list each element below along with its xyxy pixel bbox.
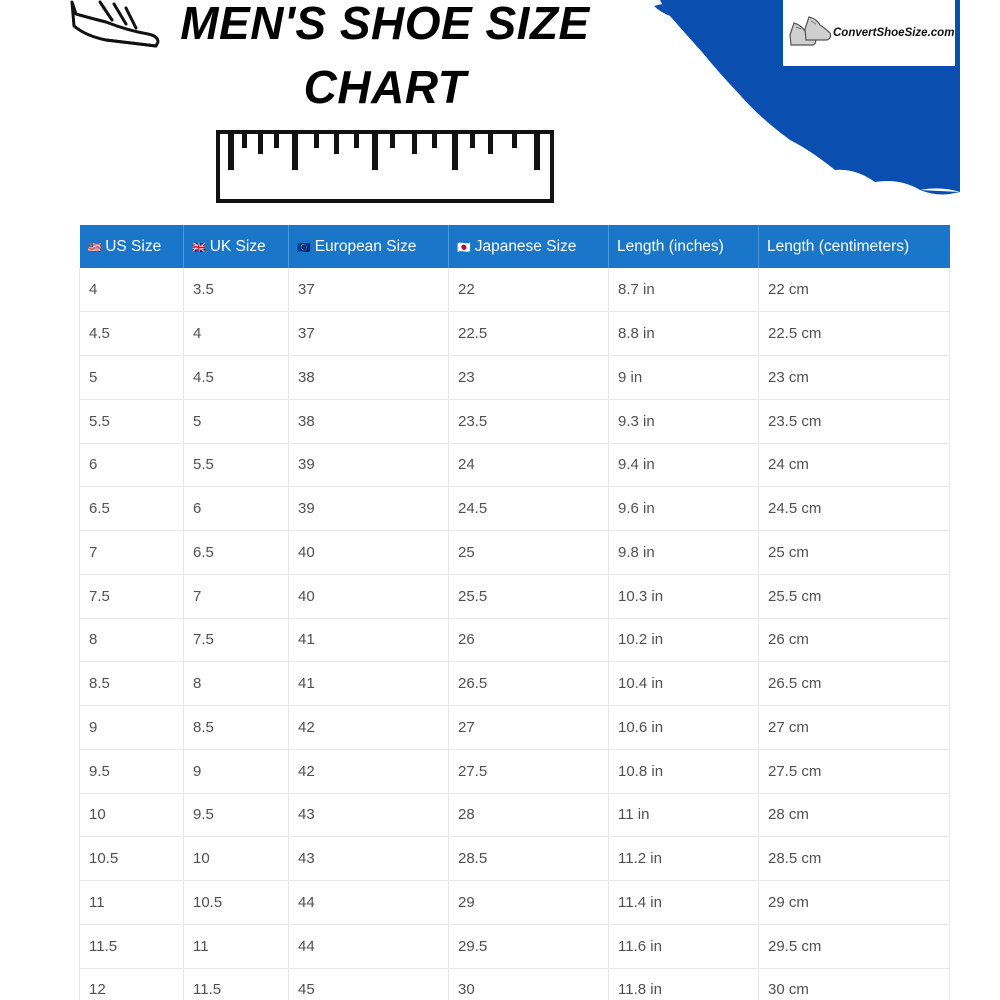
table-cell: 30 [449, 968, 609, 1000]
table-cell: 4.5 [80, 312, 184, 356]
table-cell: 11.2 in [609, 837, 759, 881]
table-row [80, 662, 950, 706]
table-cell: 5 [184, 399, 289, 443]
table-cell: 41 [289, 618, 449, 662]
table-cell: 22 [449, 268, 609, 312]
column-header-label: Length (inches) [617, 237, 724, 255]
ruler-tick [488, 134, 493, 154]
table-cell: 6.5 [184, 531, 289, 575]
column-header-label: Japanese Size [474, 237, 577, 255]
table-cell: 7 [80, 531, 184, 575]
us-flag-icon: 🇺🇸 [87, 241, 102, 254]
table-cell: 8 [80, 618, 184, 662]
ruler-tick [512, 134, 517, 148]
table-cell: 25.5 [449, 574, 609, 618]
sneaker-icon [66, 0, 162, 48]
table-row [80, 706, 950, 750]
table-cell: 25 [449, 531, 609, 575]
table-cell: 9.5 [80, 749, 184, 793]
table-cell: 10.5 [184, 881, 289, 925]
table-cell: 37 [289, 312, 449, 356]
column-header [80, 225, 184, 268]
table-row [80, 531, 950, 575]
ruler-tick [242, 134, 247, 148]
table-cell: 7.5 [80, 574, 184, 618]
table-cell: 27.5 [449, 749, 609, 793]
table-cell: 39 [289, 487, 449, 531]
ruler-tick [228, 134, 234, 170]
ruler-tick [534, 134, 540, 170]
ruler-tick [372, 134, 378, 170]
column-header [289, 225, 449, 268]
table-cell: 10 [184, 837, 289, 881]
table-cell: 25 cm [759, 531, 950, 575]
table-cell: 11 [80, 881, 184, 925]
table-cell: 9.5 [184, 793, 289, 837]
table-cell: 23 [449, 356, 609, 400]
table-header-row [80, 225, 950, 268]
brand-logo-text: ConvertShoeSize.com [833, 27, 955, 39]
table-cell: 12 [80, 968, 184, 1000]
table-cell: 29.5 cm [759, 924, 950, 968]
table-cell: 10.2 in [609, 618, 759, 662]
table-cell: 30 cm [759, 968, 950, 1000]
table-cell: 43 [289, 837, 449, 881]
table-row [80, 443, 950, 487]
ruler-tick [432, 134, 437, 148]
table-cell: 4.5 [184, 356, 289, 400]
column-header [759, 225, 950, 268]
page-title-second-line: CHART [303, 61, 467, 113]
table-cell: 26.5 [449, 662, 609, 706]
brand-logo [783, 0, 955, 66]
column-header-label: European Size [314, 237, 417, 255]
column-header-label: Length (centimeters) [767, 237, 910, 255]
table-row [80, 793, 950, 837]
table-cell: 9 [184, 749, 289, 793]
table-cell: 41 [289, 662, 449, 706]
table-cell: 8.7 in [609, 268, 759, 312]
table-cell: 10 [80, 793, 184, 837]
ruler-tick [334, 134, 339, 154]
table-cell: 6 [184, 487, 289, 531]
table-cell: 9.3 in [609, 399, 759, 443]
table-cell: 42 [289, 749, 449, 793]
table-cell: 11 [184, 924, 289, 968]
table-cell: 8 [184, 662, 289, 706]
table-cell: 24.5 cm [759, 487, 950, 531]
table-cell: 5.5 [184, 443, 289, 487]
table-row [80, 881, 950, 925]
table-cell: 28.5 [449, 837, 609, 881]
table-cell: 22 cm [759, 268, 950, 312]
table-cell: 37 [289, 268, 449, 312]
table-cell: 7 [184, 574, 289, 618]
table-cell: 43 [289, 793, 449, 837]
ruler-tick [314, 134, 319, 148]
table-cell: 23 cm [759, 356, 950, 400]
table-cell: 27 cm [759, 706, 950, 750]
ruler-tick [258, 134, 263, 154]
table-cell: 10.4 in [609, 662, 759, 706]
table-cell: 23.5 cm [759, 399, 950, 443]
ruler-tick [412, 134, 417, 154]
shoes-logo-icon [787, 13, 833, 53]
table-cell: 24 [449, 443, 609, 487]
table-cell: 7.5 [184, 618, 289, 662]
table-cell: 5.5 [80, 399, 184, 443]
table-row [80, 574, 950, 618]
table-cell: 9 [80, 706, 184, 750]
table-cell: 39 [289, 443, 449, 487]
column-header-label: US Size [105, 237, 162, 255]
table-cell: 26.5 cm [759, 662, 950, 706]
table-cell: 38 [289, 399, 449, 443]
table-cell: 25.5 cm [759, 574, 950, 618]
table-cell: 38 [289, 356, 449, 400]
table-row [80, 399, 950, 443]
column-header-label: UK Size [209, 237, 266, 255]
table-cell: 24.5 [449, 487, 609, 531]
japan-flag-icon: 🇯🇵 [457, 241, 471, 254]
table-cell: 8.5 [80, 662, 184, 706]
table-cell: 27.5 cm [759, 749, 950, 793]
ruler-icon [216, 130, 554, 203]
table-cell: 29 [449, 881, 609, 925]
table-cell: 45 [289, 968, 449, 1000]
table-cell: 26 [449, 618, 609, 662]
table-cell: 44 [289, 881, 449, 925]
table-cell: 6 [80, 443, 184, 487]
ruler-tick [452, 134, 458, 170]
table-cell: 42 [289, 706, 449, 750]
table-cell: 11.8 in [609, 968, 759, 1000]
table-cell: 24 cm [759, 443, 950, 487]
table-cell: 11 in [609, 793, 759, 837]
page-title: MEN'S SHOE SIZE [180, 0, 590, 49]
table-cell: 23.5 [449, 399, 609, 443]
table-cell: 10.8 in [609, 749, 759, 793]
table-cell: 10.3 in [609, 574, 759, 618]
table-row [80, 312, 950, 356]
table-cell: 8.5 [184, 706, 289, 750]
table-cell: 29 cm [759, 881, 950, 925]
table-cell: 40 [289, 531, 449, 575]
table-cell: 28 [449, 793, 609, 837]
ruler-tick [354, 134, 359, 148]
table-row [80, 356, 950, 400]
table-row [80, 837, 950, 881]
table-row [80, 268, 950, 312]
table-body [80, 268, 950, 1000]
table-row [80, 487, 950, 531]
table-row [80, 968, 950, 1000]
column-header [449, 225, 609, 268]
table-cell: 4 [80, 268, 184, 312]
table-cell: 11.5 [80, 924, 184, 968]
table-cell: 28.5 cm [759, 837, 950, 881]
eu-flag-icon: 🇪🇺 [297, 241, 311, 254]
shoe-size-table [79, 225, 950, 1000]
table-cell: 9.4 in [609, 443, 759, 487]
table-cell: 28 cm [759, 793, 950, 837]
table-cell: 40 [289, 574, 449, 618]
column-header [184, 225, 289, 268]
table-cell: 6.5 [80, 487, 184, 531]
ruler-tick [390, 134, 395, 148]
table-cell: 11.4 in [609, 881, 759, 925]
table-cell: 44 [289, 924, 449, 968]
table-cell: 9 in [609, 356, 759, 400]
table-row [80, 618, 950, 662]
column-header [609, 225, 759, 268]
table-cell: 26 cm [759, 618, 950, 662]
table-cell: 5 [80, 356, 184, 400]
table-cell: 10.5 [80, 837, 184, 881]
table-cell: 9.8 in [609, 531, 759, 575]
table-row [80, 749, 950, 793]
ruler-tick [274, 134, 279, 148]
ruler-tick [470, 134, 475, 148]
ruler-tick [292, 134, 298, 170]
table-cell: 8.8 in [609, 312, 759, 356]
table-cell: 9.6 in [609, 487, 759, 531]
table-cell: 27 [449, 706, 609, 750]
table-cell: 11.6 in [609, 924, 759, 968]
uk-flag-icon: 🇬🇧 [192, 241, 206, 254]
table-cell: 29.5 [449, 924, 609, 968]
table-cell: 22.5 [449, 312, 609, 356]
table-row [80, 924, 950, 968]
table-cell: 11.5 [184, 968, 289, 1000]
table-cell: 10.6 in [609, 706, 759, 750]
table-cell: 4 [184, 312, 289, 356]
table-cell: 3.5 [184, 268, 289, 312]
table-cell: 22.5 cm [759, 312, 950, 356]
